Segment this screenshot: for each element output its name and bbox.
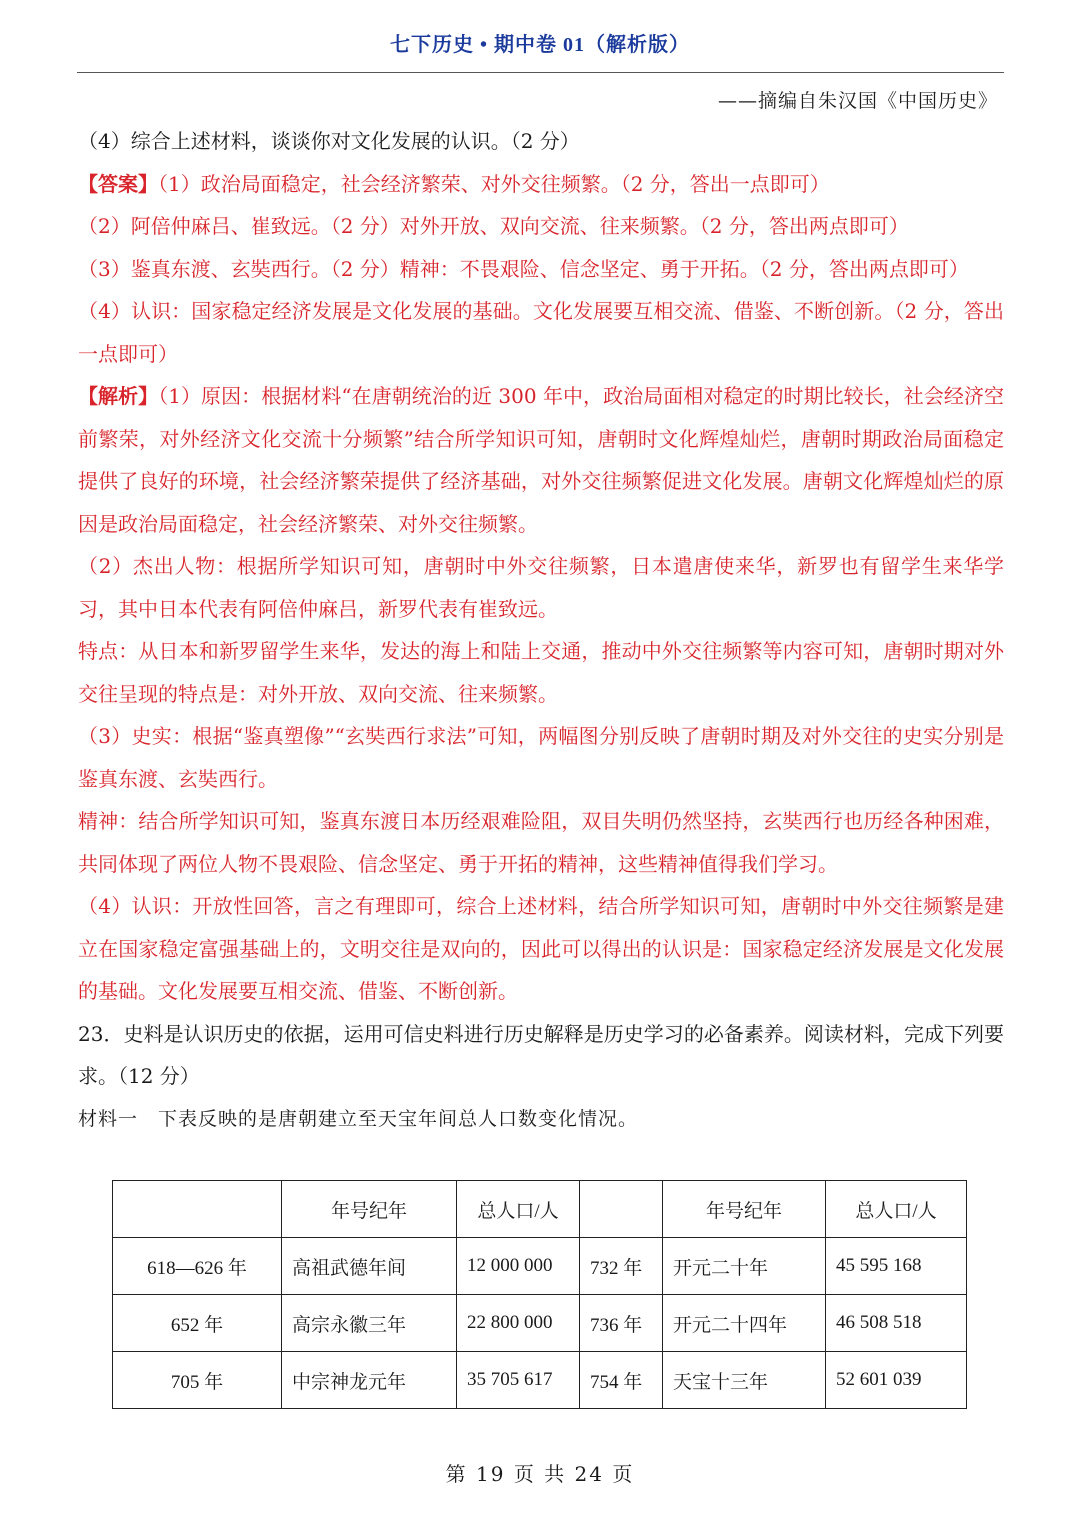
table-cell: 618—626 年 [113,1238,282,1295]
table-header-cell [580,1181,663,1238]
header-divider [77,72,1004,73]
table-cell: 732 年 [580,1238,663,1295]
table-cell: 天宝十三年 [663,1352,826,1409]
analysis-2: （2）杰出人物：根据所学知识可知，唐朝时中外交往频繁，日本遣唐使来华，新罗也有留学生来华学习，其中日本代表有阿倍仲麻吕，新罗代表有崔致远。 [78,554,1004,621]
page-number: 第 19 页 共 24 页 [445,1462,635,1486]
material-one: 材料一 下表反映的是唐朝建立至天宝年间总人口数变化情况。 [78,1107,639,1130]
table-row [113,1352,967,1409]
table-header-cell: 年号纪年 [282,1181,457,1238]
table-row [113,1295,967,1352]
table-header-cell [113,1181,282,1238]
analysis-2-traits: 特点：从日本和新罗留学生来华，发达的海上和陆上交通，推动中外交往频繁等内容可知，唐朝时期对外交往呈现的特点是：对外开放、双向交流、往来频繁。 [78,639,1004,706]
table-cell: 开元二十年 [663,1238,826,1295]
document-body [78,120,1004,1140]
table-cell: 705 年 [113,1352,282,1409]
table-cell: 12 000 000 [457,1238,580,1295]
table-header-cell: 总人口/人 [826,1181,967,1238]
table-cell: 736 年 [580,1295,663,1352]
answer-1: 【答案】（1）政治局面稳定，社会经济繁荣、对外交往频繁。（2 分，答出一点即可） [78,171,830,196]
analysis-tag: 【解析】 [78,384,159,408]
table-cell: 652 年 [113,1295,282,1352]
population-table [112,1180,967,1409]
table-cell: 52 601 039 [826,1352,967,1409]
analysis-3: （3）史实：根据“鉴真塑像”“玄奘西行求法”可知，两幅图分别反映了唐朝时期及对外交往的史实分别是鉴真东渡、玄奘西行。 [78,724,1004,791]
answer-2: （2）阿倍仲麻吕、崔致远。（2 分）对外开放、双向交流、往来频繁。（2 分，答出两点即可） [78,214,909,238]
answer-4: （4）认识：国家稳定经济发展是文化发展的基础。文化发展要互相交流、借鉴、不断创新。（2 分，答出一点即可） [78,299,1004,366]
table-cell: 35 705 617 [457,1352,580,1409]
question-23: 23．史料是认识历史的依据，运用可信史料进行历史解释是历史学习的必备素养。阅读材料，完成下列要求。（12 分） [78,1021,1004,1088]
analysis-1: 【解析】（1）原因：根据材料“在唐朝统治的近 300 年中，政治局面相对稳定的时期比较长，社会经济空前繁荣，对外经济文化交流十分频繁”结合所学知识可知，唐朝时文化辉煌灿烂，唐朝时期政治局面稳定提供了良好的环境，社会经济繁荣提供了经济基础，对外交往频繁促进文化发展。唐朝文化辉煌灿烂的原因是政治局面稳定，社会经济繁荣、对外交往频繁。 [78,384,1004,536]
table-cell: 开元二十四年 [663,1295,826,1352]
answer-3: （3）鉴真东渡、玄奘西行。（2 分）精神：不畏艰险、信念坚定、勇于开拓。（2 分，答出两点即可） [78,256,969,281]
table-row [113,1238,967,1295]
table-header-cell: 总人口/人 [457,1181,580,1238]
table-cell: 45 595 168 [826,1238,967,1295]
table-cell: 高宗永徽三年 [282,1295,457,1352]
page-header-title: 七下历史 • 期中卷 01（解析版） [389,34,690,56]
table-header-row [113,1181,967,1238]
table-cell: 22 800 000 [457,1295,580,1352]
analysis-3-spirit: 精神：结合所学知识可知，鉴真东渡日本历经艰难险阻，双目失明仍然坚持，玄奘西行也历经各种困难，共同体现了两位人物不畏艰险、信念坚定、勇于开拓的精神，这些精神值得我们学习。 [78,809,1004,876]
table-cell: 46 508 518 [826,1295,967,1352]
table-cell: 中宗神龙元年 [282,1352,457,1409]
table-cell: 高祖武德年间 [282,1238,457,1295]
answer-tag: 【答案】 [78,171,158,196]
analysis-4: （4）认识：开放性回答，言之有理即可，综合上述材料，结合所学知识可知，唐朝时中外交往频繁是建立在国家稳定富强基础上的，文明交往是双向的，因此可以得出的认识是：国家稳定经济发展是文化发展的基础。文化发展要互相交流、借鉴、不断创新。 [78,894,1004,1003]
source-citation: ——摘编自朱汉国《中国历史》 [717,90,998,112]
paragraph-q4: （4）综合上述材料，谈谈你对文化发展的认识。（2 分） [78,129,580,153]
table-cell: 754 年 [580,1352,663,1409]
table-header-cell: 年号纪年 [663,1181,826,1238]
